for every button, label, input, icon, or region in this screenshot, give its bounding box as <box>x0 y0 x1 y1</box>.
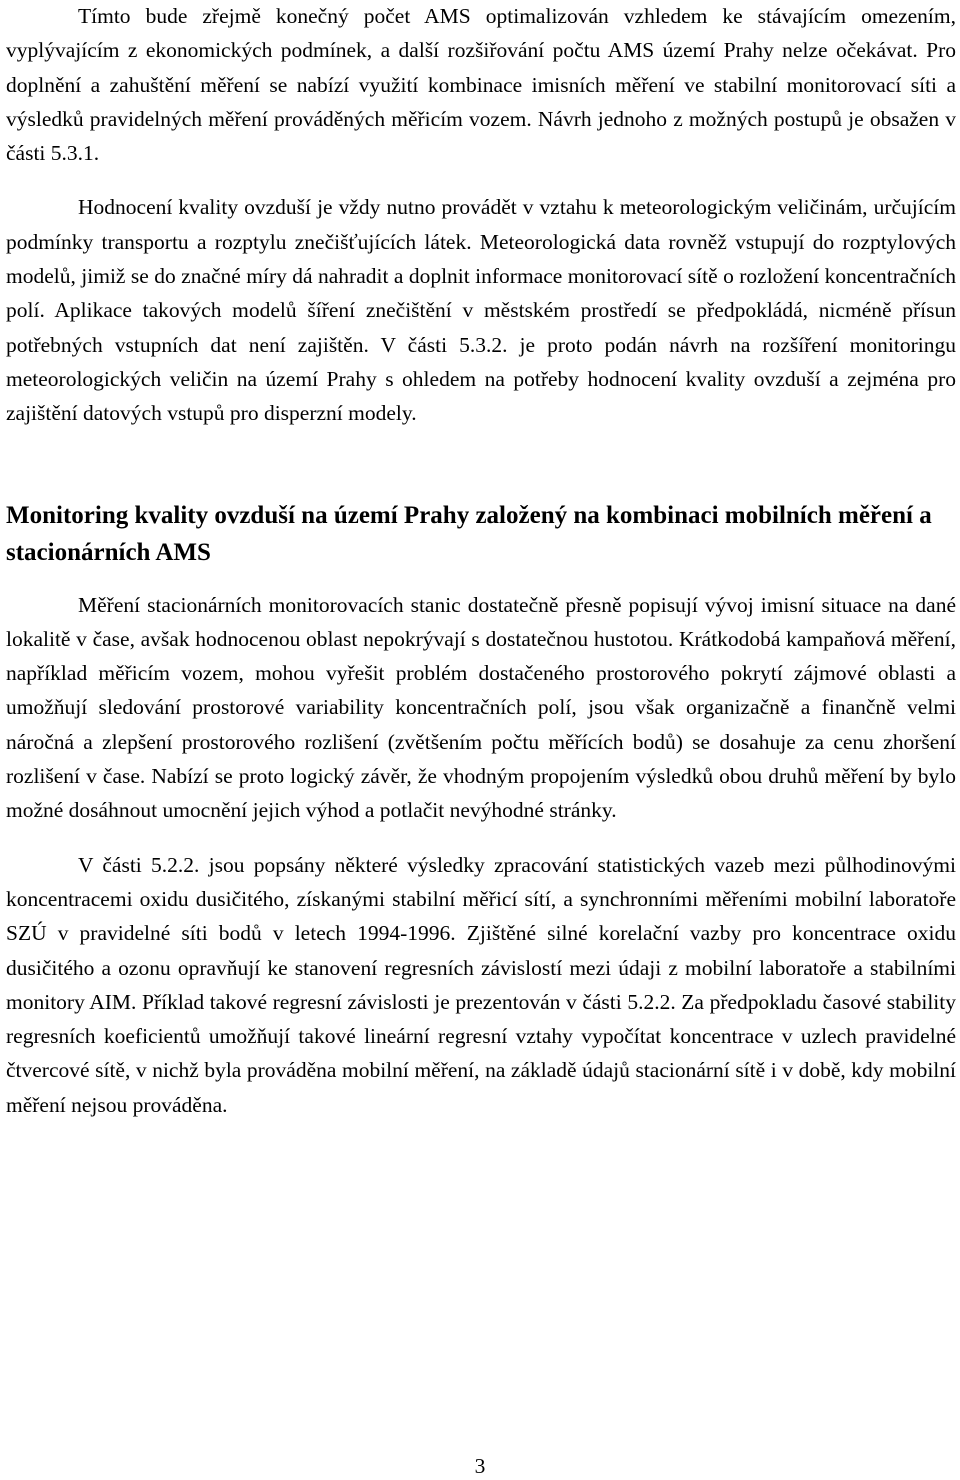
paragraph-regression: V části 5.2.2. jsou popsány některé výsledky zpracování statistických vazeb mezi půlhodinovými koncentracemi oxidu dusičitého, získanými stabilní měřicí sítí, a synchronními měřeními mobilní laboratoře SZÚ v pravidelné síti bodů v letech 1994-1996. Zjištěné silné korelační vazby pro koncentrace oxidu dusičitého a ozonu opravňují ke stanovení regresních závislostí mezi údaji z mobilní laboratoře a stabilními monitory AIM. Příklad takové regresní závislosti je prezentován v části 5.2.2. Za předpokladu časové stability regresních koeficientů umožňují takové lineární regresní vztahy vypočítat koncentrace v uzlech pravidelné čtvercové sítě, v nichž byla prováděna mobilní měření, na základě údajů stacionární sítě i v době, kdy mobilní měření nejsou prováděna. <box>6 852 956 1117</box>
section-heading: Monitoring kvality ovzduší na území Prahy založený na kombinaci mobilních měření a stacionárních AMS <box>6 501 932 566</box>
page-number: 3 <box>474 1454 486 1478</box>
paragraph-ams-optimization: Tímto bude zřejmě konečný počet AMS optimalizován vzhledem ke stávajícím omezením, vyplývajícím z ekonomických podmínek, a další rozšiřování počtu AMS území Prahy nelze očekávat. Pro doplnění a zahuštění měření se nabízí využití kombinace imisních měření ve stabilní monitorovací síti a výsledků pravidelných měření prováděných měřicím vozem. Návrh jednoho z možných postupů je obsažen v části 5.3.1. <box>6 4 956 166</box>
document-page <box>6 0 956 1122</box>
paragraph-stationary-mobile: Měření stacionárních monitorovacích stanic dostatečně přesně popisují vývoj imisní situace na dané lokalitě v čase, avšak hodnocenou oblast nepokrývají s dostatečnou hustotou. Krátkodobá kampaňová měření, například měřicím vozem, mohou vyřešit problém dostačeného prostorového pokrytí zájmové oblasti a umožňují sledování prostorové variability koncentračních polí, jsou však organizačně a finančně velmi náročná a zlepšení prostorového rozlišení (zvětšením počtu měřících bodů) se dosahuje za cenu zhoršení rozlišení v čase. Nabízí se proto logický závěr, že vhodným propojením výsledků obou druhů měření by bylo možné dosáhnout umocnění jejich výhod a potlačit nevýhodné stránky. <box>6 592 956 823</box>
paragraph-meteorology: Hodnocení kvality ovzduší je vždy nutno provádět v vztahu k meteorologickým veličinám, určujícím podmínky transportu a rozptylu znečišťujících látek. Meteorologická data rovněž vstupují do rozptylových modelů, jimiž se do značné míry dá nahradit a doplnit informace monitorovací sítě o rozložení koncentračních polí. Aplikace takových modelů šíření znečištění v městském prostředí se předpokládá, nicméně přísun potřebných vstupních dat není zajištěn. V části 5.3.2. je proto podán návrh na rozšíření monitoringu meteorologických veličin na území Prahy s ohledem na potřeby hodnocení kvality ovzduší a zejména pro zajištění datových vstupů pro disperzní modely. <box>6 195 956 426</box>
